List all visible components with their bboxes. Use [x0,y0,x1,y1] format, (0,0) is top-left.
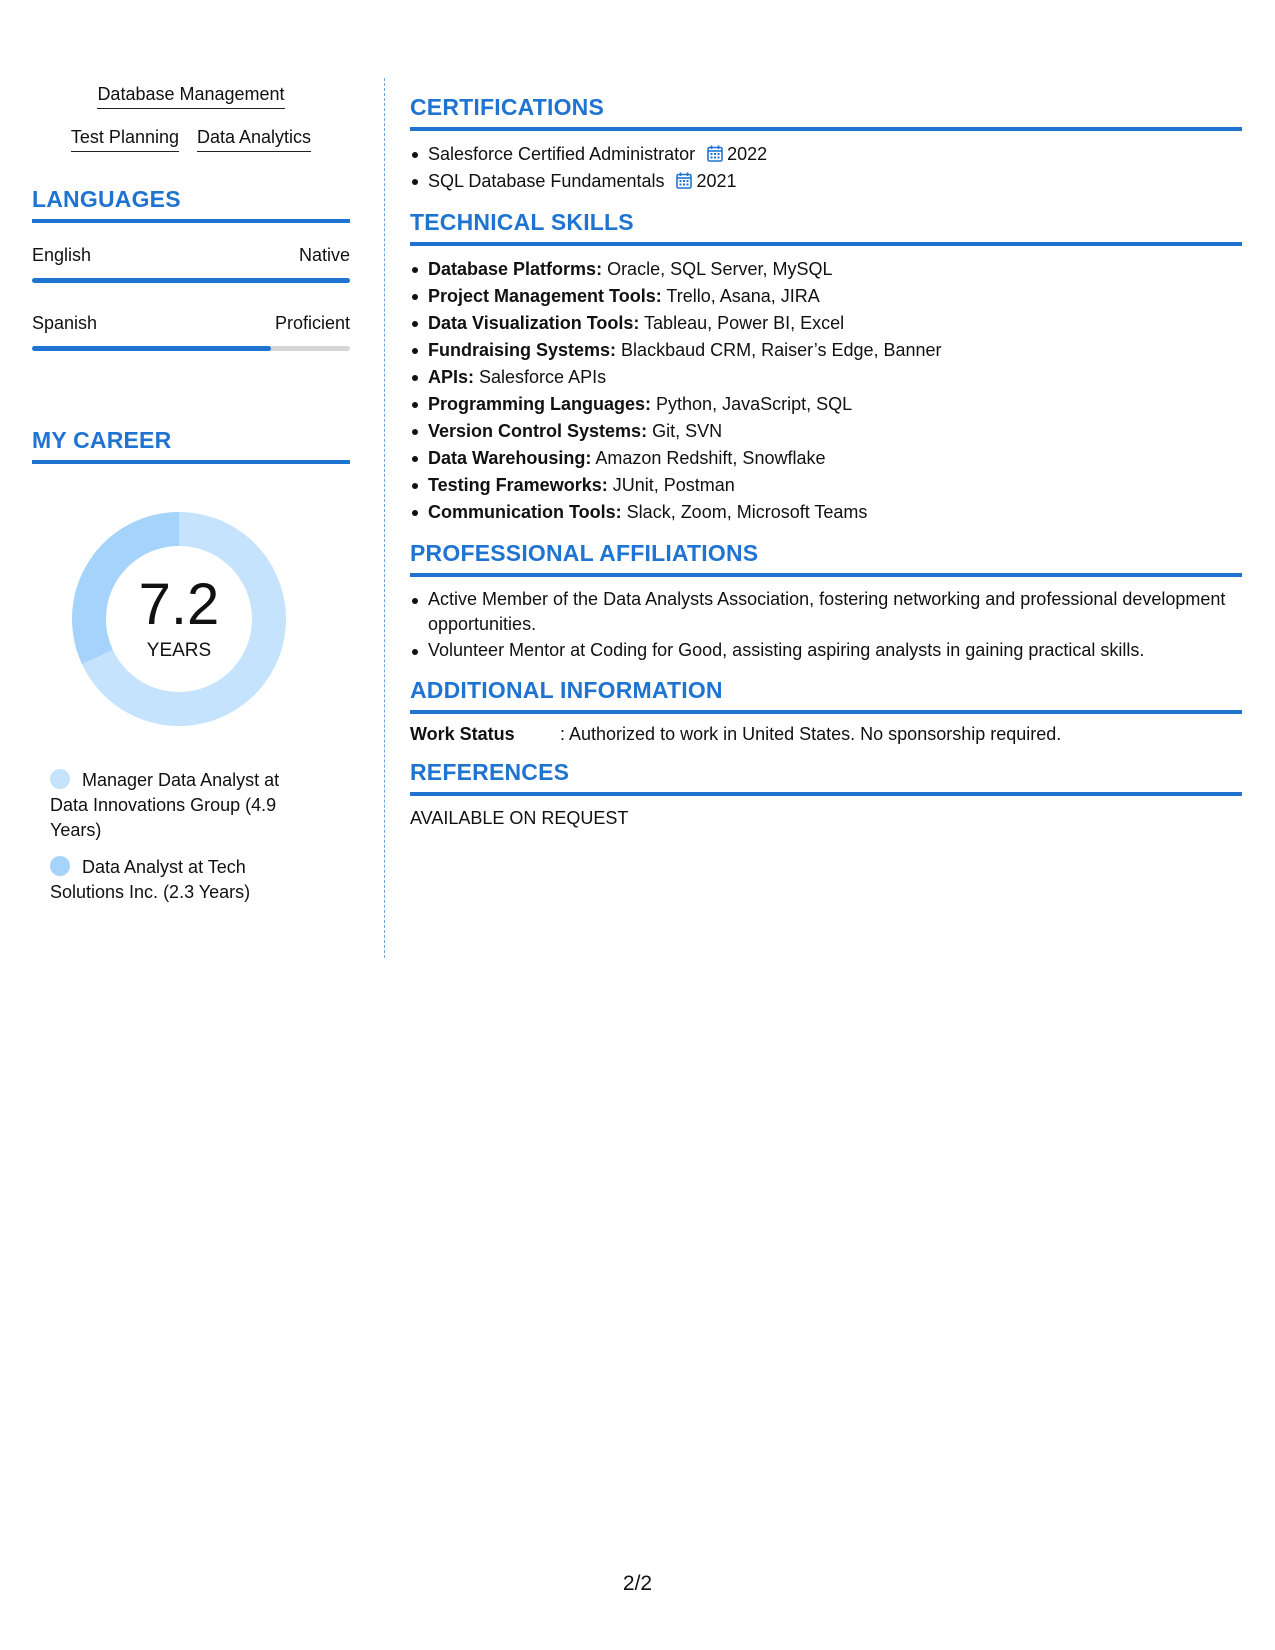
legend-label: Data Analyst at Tech Solutions Inc. (2.3 Years) [50,857,251,902]
tech-skill-key: Database Platforms: [428,259,603,279]
skill-tag: Database Management [97,84,284,109]
additional-info-heading: ADDITIONAL INFORMATION [410,677,1242,714]
legend-dot [50,769,70,789]
language-level: Proficient [274,313,350,333]
tech-skill-item [410,445,1242,472]
language-level: Native [298,245,350,265]
career-heading: MY CAREER [32,427,350,464]
tech-skill-item [410,283,1242,310]
technical-skills-list [410,256,1242,526]
tech-skill-key: Communication Tools: [428,502,622,522]
career-total-years: 7.2 [138,572,220,637]
language-item [32,313,350,351]
career-total-unit: YEARS [146,640,212,661]
certifications-list [410,141,1242,195]
affiliation-item: Volunteer Mentor at Coding for Good, assisting aspiring analysts in gaining practical skills. [410,638,1242,663]
language-bar-fill [32,278,350,283]
certification-name: SQL Database Fundamentals [428,171,665,191]
affiliations-list [410,587,1242,663]
tech-skill-value: Amazon Redshift, Snowflake [591,448,826,468]
language-bar-fill [32,346,271,351]
career-legend [50,768,300,905]
calendar-icon [676,172,692,189]
affiliations-section [410,540,1242,663]
page-number: 2/2 [622,1572,653,1595]
technical-skills-section [410,209,1242,526]
languages-heading: LANGUAGES [32,186,350,223]
tech-skill-value: JUnit, Postman [607,475,735,495]
language-name: Spanish [32,313,98,333]
column-divider [384,78,385,958]
skill-tag: Test Planning [71,127,179,152]
skill-tags [32,84,350,152]
skill-tag-row [32,127,350,152]
technical-skills-heading: TECHNICAL SKILLS [410,209,1242,246]
work-status-value: : Authorized to work in United States. No sponsorship required. [560,724,1062,744]
certification-year: 2022 [727,144,768,164]
tech-skill-item [410,418,1242,445]
tech-skill-value: Blackbaud CRM, Raiser’s Edge, Banner [616,340,942,360]
tech-skill-key: Project Management Tools: [428,286,662,306]
legend-item [50,768,300,843]
tech-skill-key: APIs: [428,367,475,387]
certification-year: 2021 [696,171,737,191]
tech-skill-item [410,337,1242,364]
language-bar [32,278,350,283]
legend-label: Manager Data Analyst at Data Innovations Group (4.9 Years) [50,770,280,840]
affiliation-item: Active Member of the Data Analysts Association, fostering networking and professional development opportunities. [410,587,1242,637]
certifications-section [410,94,1242,195]
tech-skill-value: Tableau, Power BI, Excel [639,313,845,333]
language-bar [32,346,350,351]
tech-skill-key: Programming Languages: [428,394,652,414]
tech-skill-key: Data Warehousing: [428,448,592,468]
references-section [410,759,1242,829]
calendar-icon [707,145,723,162]
tech-skill-value: Slack, Zoom, Microsoft Teams [621,502,868,522]
references-heading: REFERENCES [410,759,1242,796]
legend-item [50,855,300,905]
tech-skill-item [410,256,1242,283]
certification-item [410,168,1242,195]
skill-tag-row [32,84,350,109]
tech-skill-item [410,310,1242,337]
tech-skill-item [410,499,1242,526]
tech-skill-value: Python, JavaScript, SQL [651,394,853,414]
tech-skill-key: Fundraising Systems: [428,340,617,360]
legend-dot [50,856,70,876]
work-status-label: Work Status [410,724,515,744]
language-item [32,245,350,283]
tech-skill-value: Oracle, SQL Server, MySQL [602,259,833,279]
certification-name: Salesforce Certified Administrator [428,144,696,164]
tech-skill-key: Testing Frameworks: [428,475,608,495]
left-column [32,84,350,917]
career-donut-chart [66,506,292,732]
tech-skill-key: Data Visualization Tools: [428,313,640,333]
additional-info-section [410,677,1242,745]
tech-skill-value: Git, SVN [647,421,723,441]
skill-tag: Data Analytics [197,127,311,152]
affiliations-heading: PROFESSIONAL AFFILIATIONS [410,540,1242,577]
references-text: AVAILABLE ON REQUEST [410,808,629,828]
tech-skill-item [410,391,1242,418]
certification-item [410,141,1242,168]
tech-skill-key: Version Control Systems: [428,421,648,441]
tech-skill-value: Trello, Asana, JIRA [661,286,820,306]
right-column [410,94,1242,829]
tech-skill-item [410,472,1242,499]
tech-skill-item [410,364,1242,391]
language-name: English [32,245,92,265]
work-status-row [410,724,1242,745]
certifications-heading: CERTIFICATIONS [410,94,1242,131]
donut-center [66,506,292,732]
tech-skill-value: Salesforce APIs [474,367,607,387]
